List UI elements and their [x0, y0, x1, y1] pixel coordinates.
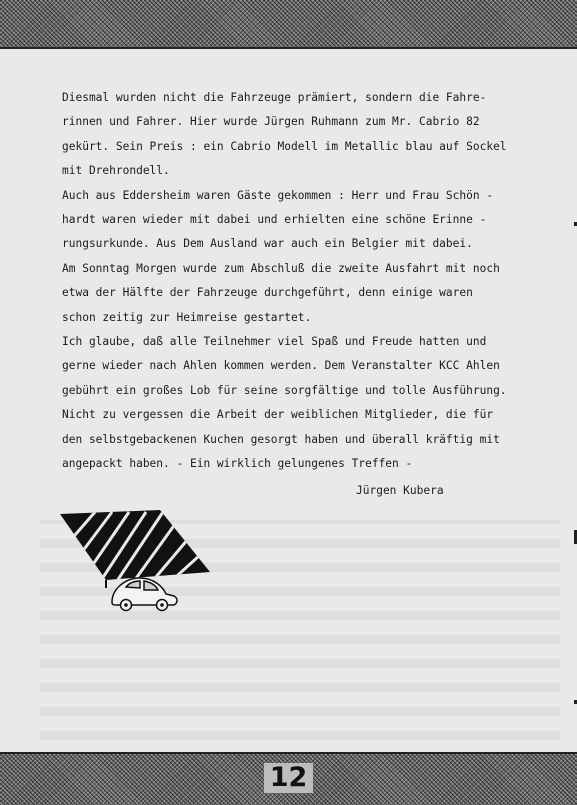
- text-line: gerne wieder nach Ahlen kommen werden. Dem Veranstalter KCC Ahlen: [62, 359, 500, 373]
- article-body: [62, 86, 542, 477]
- page-number-label: 12: [264, 763, 314, 793]
- text-line: mit Drehrondell.: [62, 164, 170, 178]
- text-line: Ich glaube, daß alle Teilnehmer viel Spaß und Freude hatten und: [62, 335, 487, 349]
- author-signature: Jürgen Kubera: [356, 484, 444, 497]
- text-line: gekürt. Sein Preis : ein Cabrio Modell im Metallic blau auf Sockel: [62, 139, 507, 153]
- page-number: [0, 752, 577, 803]
- text-line: den selbstgebackenen Kuchen gesorgt haben und überall kräftig mit: [62, 432, 500, 446]
- car-under-carport-icon: [60, 510, 212, 618]
- text-line: Nicht zu vergessen die Arbeit der weiblichen Mitglieder, die für: [62, 408, 494, 422]
- text-line: hardt waren wieder mit dabei und erhielten eine schöne Erinne -: [62, 213, 487, 227]
- text-line: Am Sonntag Morgen wurde zum Abschluß die zweite Ausfahrt mit noch: [62, 261, 500, 275]
- text-line: schon zeitig zur Heimreise gestartet.: [62, 310, 312, 324]
- text-line: etwa der Hälfte der Fahrzeuge durchgeführt, denn einige waren: [62, 286, 473, 300]
- text-line: rinnen und Fahrer. Hier wurde Jürgen Ruhmann zum Mr. Cabrio 82: [62, 115, 480, 129]
- text-line: rungsurkunde. Aus Dem Ausland war auch ein Belgier mit dabei.: [62, 237, 473, 251]
- text-line: gebührt ein großes Lob für seine sorgfältige und tolle Ausführung.: [62, 383, 507, 397]
- text-line: Auch aus Eddersheim waren Gäste gekommen : Herr und Frau Schön -: [62, 188, 494, 202]
- text-line: Diesmal wurden nicht die Fahrzeuge prämiert, sondern die Fahre-: [62, 91, 487, 104]
- text-line: angepackt haben. - Ein wirklich gelungenes Treffen -: [62, 457, 413, 471]
- top-halftone-band: [0, 0, 577, 49]
